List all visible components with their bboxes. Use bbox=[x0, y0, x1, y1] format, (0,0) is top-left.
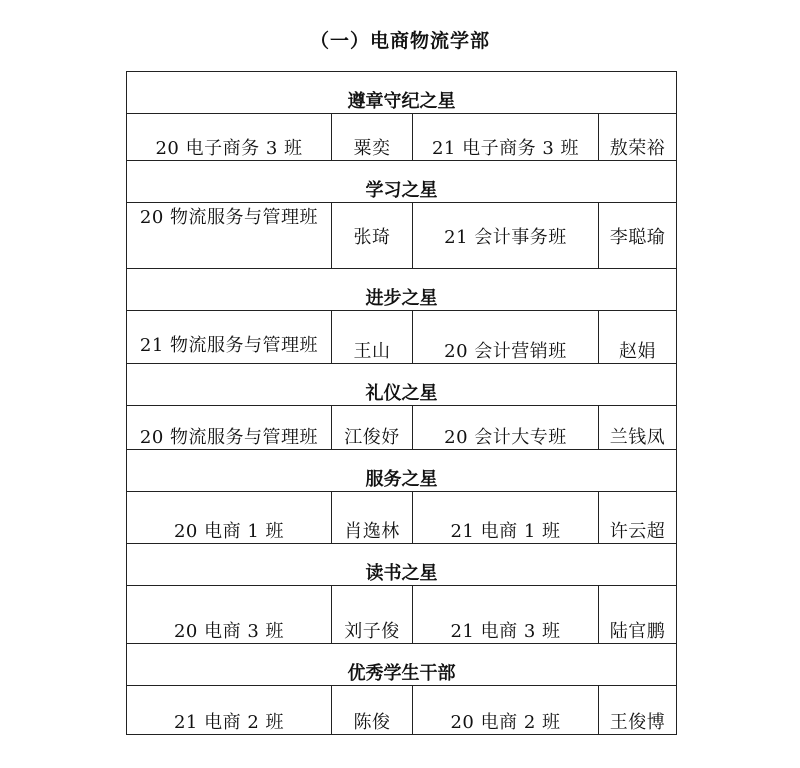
class-cell: 21 电子商务 3 班 bbox=[413, 114, 599, 161]
category-heading: 礼仪之星 bbox=[127, 364, 677, 406]
category-heading: 读书之星 bbox=[127, 544, 677, 586]
class-cell: 21 电商 3 班 bbox=[413, 586, 599, 644]
table-row bbox=[127, 686, 677, 735]
class-cell: 21 电商 2 班 bbox=[127, 686, 332, 735]
category-heading: 服务之星 bbox=[127, 450, 677, 492]
category-row bbox=[127, 450, 677, 492]
class-cell: 21 物流服务与管理班 bbox=[127, 311, 332, 364]
class-cell: 21 电商 1 班 bbox=[413, 492, 599, 544]
category-heading: 优秀学生干部 bbox=[127, 644, 677, 686]
class-cell: 20 电商 1 班 bbox=[127, 492, 332, 544]
student-name-cell: 赵娟 bbox=[599, 311, 677, 364]
table-row bbox=[127, 586, 677, 644]
student-name-cell: 李聪瑜 bbox=[599, 203, 677, 269]
table-row bbox=[127, 203, 677, 269]
category-heading: 进步之星 bbox=[127, 269, 677, 311]
student-name-cell: 陈俊 bbox=[332, 686, 413, 735]
table-row bbox=[127, 492, 677, 544]
table-row bbox=[127, 406, 677, 450]
table-row bbox=[127, 311, 677, 364]
student-name-cell: 粟奕 bbox=[332, 114, 413, 161]
student-name-cell: 江俊妤 bbox=[332, 406, 413, 450]
class-cell: 20 物流服务与管理班 bbox=[127, 203, 332, 269]
category-heading: 遵章守纪之星 bbox=[127, 72, 677, 114]
category-row bbox=[127, 544, 677, 586]
class-cell: 20 会计大专班 bbox=[413, 406, 599, 450]
student-name-cell: 王俊博 bbox=[599, 686, 677, 735]
category-row bbox=[127, 364, 677, 406]
category-row bbox=[127, 644, 677, 686]
student-name-cell: 王山 bbox=[332, 311, 413, 364]
class-cell: 20 物流服务与管理班 bbox=[127, 406, 332, 450]
category-row bbox=[127, 72, 677, 114]
student-name-cell: 兰钱凤 bbox=[599, 406, 677, 450]
page-title: （一）电商物流学部 bbox=[309, 30, 490, 52]
class-cell: 20 电商 3 班 bbox=[127, 586, 332, 644]
class-cell: 20 会计营销班 bbox=[413, 311, 599, 364]
table-row bbox=[127, 114, 677, 161]
class-cell: 20 电商 2 班 bbox=[413, 686, 599, 735]
category-row bbox=[127, 161, 677, 203]
student-name-cell: 陆官鹏 bbox=[599, 586, 677, 644]
student-name-cell: 敖荣裕 bbox=[599, 114, 677, 161]
category-heading: 学习之星 bbox=[127, 161, 677, 203]
student-name-cell: 许云超 bbox=[599, 492, 677, 544]
student-name-cell: 刘子俊 bbox=[332, 586, 413, 644]
category-row bbox=[127, 269, 677, 311]
awards-table bbox=[126, 71, 677, 735]
student-name-cell: 肖逸林 bbox=[332, 492, 413, 544]
class-cell: 21 会计事务班 bbox=[413, 203, 599, 269]
class-cell: 20 电子商务 3 班 bbox=[127, 114, 332, 161]
student-name-cell: 张琦 bbox=[332, 203, 413, 269]
